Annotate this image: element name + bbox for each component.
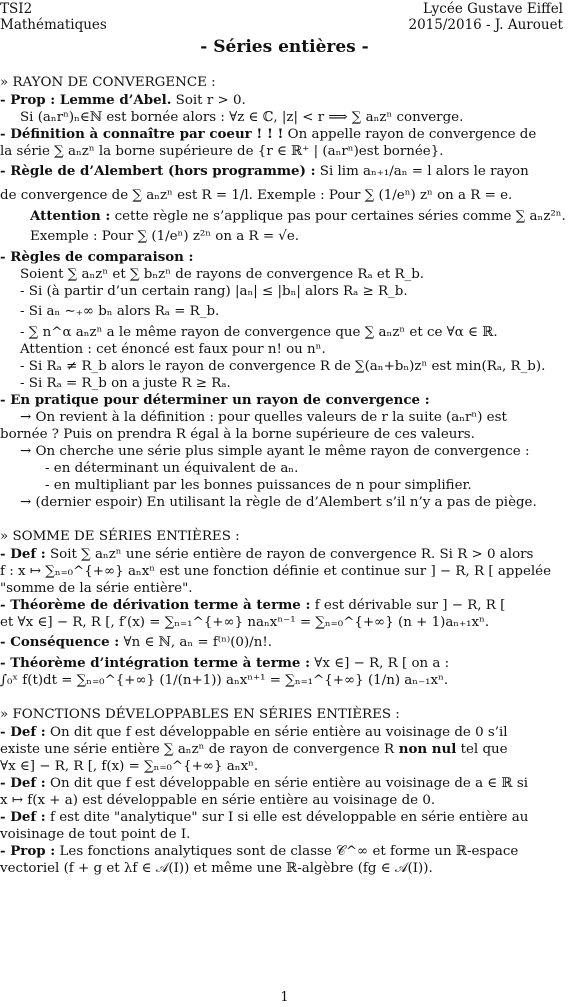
line-text: On dit que f est développable en série entière au voisinage de 0 s’il [45, 725, 508, 740]
derivation-theorem-cont: et ∀x ∈] − R, R [, f′(x) = ∑ₙ₌₁^{+∞} naₙxⁿ⁻¹ = ∑ₙ₌₀^{+∞} (n + 1)aₙ₊₁xⁿ. [0, 615, 490, 630]
header-right [409, 1, 564, 33]
somme-def-cont2: "somme de la série entière". [0, 581, 193, 596]
derivation-theorem [0, 597, 563, 614]
line-bold: - Théorème de dérivation terme à terme : [0, 597, 311, 613]
line-text: ∀x ∈] − R, R [ on a : [310, 656, 450, 671]
dse-a-def [0, 775, 563, 792]
line-text: existe une série entière ∑ aₙzⁿ de rayon de convergence R [0, 742, 395, 757]
line-text: f est dite "analytique" sur I si elle est développable en série entière au [45, 810, 529, 825]
section-heading-rayon: » RAYON DE CONVERGENCE : [0, 75, 216, 90]
analytic-def-cont: voisinage de tout point de I. [0, 827, 191, 842]
line-text: ∀n ∈ ℕ, aₙ = f⁽ⁿ⁾(0)/n!. [119, 635, 272, 650]
abel-lemma [0, 92, 563, 109]
line-bold: - Théorème d’intégration terme à terme : [0, 655, 311, 671]
practice-step-2: → On cherche une série plus simple ayant le même rayon de convergence : [20, 444, 530, 459]
section-gap [0, 511, 563, 524]
line-bold: - Def : [0, 546, 46, 562]
comparison-rules-heading: - Règles de comparaison : [0, 249, 194, 265]
comparison-rule-2: - Si aₙ ∼₊∞ bₙ alors Rₐ = R_b. [20, 304, 220, 319]
analytic-def [0, 809, 563, 826]
comparison-rule-4: - Si Rₐ ≠ R_b alors le rayon de convergence R de ∑(aₙ+bₙ)zⁿ est min(Rₐ, R_b). [20, 359, 546, 374]
definition-rayon [0, 126, 563, 143]
line-text: On dit que f est développable en série entière au voisinage de a ∈ ℝ si [45, 776, 529, 791]
practice-step-2a: - en déterminant un équivalent de aₙ. [45, 461, 299, 476]
document-body [0, 70, 566, 877]
somme-def-cont: f : x ↦ ∑ₙ₌₀^{+∞} aₙxⁿ est une fonction définie et continue sur ] − R, R [ appelée [0, 564, 551, 579]
comparison-rule-1: - Si (à partir d’un certain rang) |aₙ| ≤ |bₙ| alors Rₐ ≥ R_b. [20, 284, 408, 299]
definition-rayon-cont: la série ∑ aₙzⁿ la borne supérieure de {r ∈ ℝ⁺ | (aₙrⁿ)est bornée}. [0, 144, 444, 159]
line-bold: - Conséquence : [0, 634, 120, 650]
line-bold: - Def : [0, 775, 46, 791]
comparison-rule-5: - Si Rₐ = R_b on a juste R ≥ Rₐ. [20, 376, 231, 391]
dse-a-def-cont: x ↦ f(x + a) est développable en série entière au voisinage de 0. [0, 793, 436, 808]
alembert-example: Exemple : Pour ∑ (1/eⁿ) z²ⁿ on a R = √e. [30, 229, 300, 244]
practice-step-1-cont: bornée ? Puis on prendra R égal à la borne supérieure de ces valeurs. [0, 427, 475, 442]
integration-theorem-cont: ∫₀ˣ f(t)dt = ∑ₙ₌₀^{+∞} (1/(n+1)) aₙxⁿ⁺¹ = ∑ₙ₌₁^{+∞} (1/n) aₙ₋₁xⁿ. [0, 673, 449, 688]
abel-statement: Si (aₙrⁿ)ₙ∈ℕ est bornée alors : ∀z ∈ ℂ, |z| < r ⟹ ∑ aₙzⁿ converge. [20, 110, 464, 125]
line-text: tel que [456, 742, 508, 757]
somme-def [0, 546, 563, 563]
consequence [0, 631, 563, 655]
line-bold: - Def : [0, 809, 46, 825]
line-text: Les fonctions analytiques sont de classe 𝒞^∞ et forme un ℝ-espace [55, 844, 519, 859]
alembert-rule [0, 160, 563, 184]
section-heading-somme: » SOMME DE SÉRIES ENTIÈRES : [0, 529, 240, 544]
line-text: Soit r > 0. [171, 93, 246, 108]
line-bold: - Définition à connaître par coeur ! ! ! [0, 126, 284, 142]
line-bold: non nul [394, 741, 457, 757]
page-title: - Séries entières - [200, 37, 369, 57]
analytic-prop-cont: vectoriel (f + g et λf ∈ 𝒜(I)) et même une ℝ-algèbre (fg ∈ 𝒜(I)). [0, 861, 433, 876]
practice-heading: - En pratique pour déterminer un rayon de convergence : [0, 392, 430, 408]
alembert-warning [0, 208, 566, 225]
line-text: On appelle rayon de convergence de [283, 127, 537, 142]
line-text: Soit ∑ aₙzⁿ une série entière de rayon de convergence R. Si R > 0 alors [45, 547, 534, 562]
line-bold: - Prop : Lemme d’Abel. [0, 92, 172, 108]
header-left [0, 1, 107, 33]
dse-def [0, 724, 563, 741]
line-bold: Attention : [30, 208, 111, 224]
section-gap [0, 689, 563, 702]
page-number: 1 [280, 990, 289, 1005]
practice-step-3: → (dernier espoir) En utilisant la règle de d’Alembert s’il n’y a pas de piège. [20, 495, 537, 510]
practice-step-2b: - en multipliant par les bonnes puissances de n pour simplifier. [45, 478, 472, 493]
practice-step-1: → On revient à la définition : pour quelles valeurs de r la suite (aₙrⁿ) est [20, 410, 507, 425]
line-bold: - Prop : [0, 843, 56, 859]
comparison-intro: Soient ∑ aₙzⁿ et ∑ bₙzⁿ de rayons de convergence Rₐ et R_b. [20, 267, 425, 282]
line-text: Si lim aₙ₊₁/aₙ = l alors le rayon [315, 164, 529, 179]
header-class: TSI2 [0, 1, 33, 17]
line-text: f est dérivable sur ] − R, R [ [310, 598, 506, 613]
analytic-prop [0, 843, 563, 860]
line-text: cette règle ne s’applique pas pour certaines séries comme ∑ aₙz²ⁿ. [110, 209, 566, 224]
comparison-rule-3: - ∑ n^α aₙzⁿ a le même rayon de convergence que ∑ aₙzⁿ et ce ∀α ∈ ℝ. [20, 325, 498, 340]
integration-theorem [0, 655, 563, 672]
header-year-author: 2015/2016 - J. Aurouet [408, 17, 563, 33]
section-heading-fonctions: » FONCTIONS DÉVELOPPABLES EN SÉRIES ENTIÈRES : [0, 707, 400, 722]
header-school: Lycée Gustave Eiffel [422, 1, 563, 17]
alembert-rule-cont: de convergence de ∑ aₙzⁿ est R = 1/l. Exemple : Pour ∑ (1/eⁿ) zⁿ on a R = e. [0, 188, 513, 203]
dse-def-cont [0, 741, 563, 758]
comparison-attention: Attention : cet énoncé est faux pour n! ou nⁿ. [20, 342, 326, 357]
header-subject: Mathématiques [0, 17, 107, 33]
line-bold: - Def : [0, 724, 46, 740]
line-bold: - Règle de d’Alembert (hors programme) : [0, 163, 316, 179]
dse-def-cont2: ∀x ∈] − R, R [, f(x) = ∑ₙ₌₀^{+∞} aₙxⁿ. [0, 759, 259, 774]
